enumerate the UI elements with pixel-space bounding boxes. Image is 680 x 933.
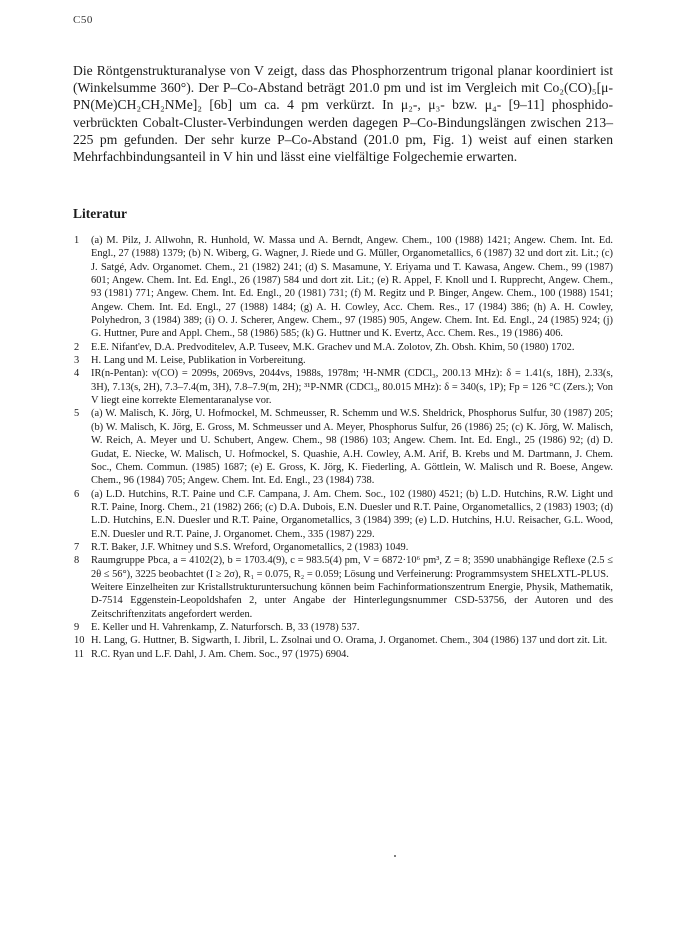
page-number: C50 (73, 14, 93, 26)
reference-number: 4 (74, 368, 80, 380)
reference-item (73, 621, 613, 634)
reference-body (91, 554, 613, 621)
reference-text: H. Lang und M. Leise, Publikation in Vorbereitung. (91, 355, 306, 367)
reference-number: 2 (74, 341, 80, 353)
reference-text: (a) W. Malisch, K. Jörg, U. Hofmockel, M. Schmeusser, R. Schemm und W.S. Sheldrick, Phosphorus Sulfur, 30 (1987) 205; (b) W. Malisch, K. Jörg, E. Gross, M. Schmeusser und A. Meyer, Phosphorus Sulfur, 26 (1986) 25; (c) K. Jörg, W. Malisch, W. Reich, A. Meyer und U. Schubert, Angew. Chem., 98 (1986) 103; Angew. Chem. Int. Ed. Engl., 25 (1986) 92; (d) D. Gudat, E. Niecke, W. Malisch, U. Hofmockel, S. Quashie, A.H. Cowley, A.M. Arif, B. Krebs und M. Dartmann, J. Chem. Soc., Chem. Commun. (1985) 1687; (e) E. Gross, K. Jörg, K. Fiederling, A. Göttlein, W. Malisch und R. Boese, Angew. Chem., 96 (1984) 705; Angew. Chem. Int. Ed. Engl., 23 (1984) 738. (91, 408, 613, 487)
reference-text: H. Lang, G. Huttner, B. Sigwarth, I. Jibril, L. Zsolnai und O. Orama, J. Organomet. Chem., 304 (1986) 137 und dort zit. Lit. (91, 635, 608, 647)
reference-item (73, 488, 613, 541)
reference-number: 10 (74, 635, 85, 647)
reference-item (73, 407, 613, 487)
reference-text: R.C. Ryan und L.F. Dahl, J. Am. Chem. Soc., 97 (1975) 6904. (91, 648, 349, 660)
reference-text: Raumgruppe Pbca, a = 4102(2), b = 1703.4(9), c = 983.5(4) pm, V = 6872·10⁶ pm³, Z = 8; 3590 unabhängige Reflexe (2.5 ≤ 2θ ≤ 56°), 3225 beobachtet (I ≥ 2σ), R₁ = 0.075, R₂ = 0.059; Lösung und Verfeinerung: Programmsystem SHELXTL-PLUS. (91, 555, 613, 580)
reference-number: 11 (74, 648, 85, 660)
reference-item (73, 541, 613, 554)
reference-list (73, 234, 613, 661)
reference-text: (a) L.D. Hutchins, R.T. Paine und C.F. Campana, J. Am. Chem. Soc., 102 (1980) 4521; (b) L.D. Hutchins, R.W. Light und R.T. Paine, Inorg. Chem., 21 (1982) 266; (c) D.A. Dubois, E.N. Duesler und R.T. Paine, Organometallics, 2 (1983) 1903; (d) L.D. Hutchins, E.N. Duesler und R.T. Paine, Organometallics, 3 (1984) 399; (e) L.D. Hutchins, H.U. Reisacher, G.L. Wood, E.N. Duesler und R.T. Paine, J. Organomet. Chem., 335 (1987) 229. (91, 488, 613, 540)
reference-text: (a) M. Pilz, J. Allwohn, R. Hunhold, W. Massa und A. Berndt, Angew. Chem., 100 (1988) 1421; Angew. Chem. Int. Ed. Engl., 27 (1988) 1379; (b) N. Wiberg, G. Wagner, J. Riede und G. Müller, Organometallics, 6 (1987) 32 und dort zit. Lit.; (c) J. Satgé, Adv. Organomet. Chem., 21 (1982) 241; (d) S. Masamune, Y. Eriyama und T. Kawasa, Angew. Chem., 99 (1987) 601; Angew. Chem. Int. Ed. Engl., 26 (1987) 584 und dort zit. Lit.; (e) R. Appel, F. Knoll und I. Rupprecht, Angew. Chem., 93 (1981) 771; Angew. Chem. Int. Ed. Engl., 20 (1981) 731; (f) M. Regitz und P. Binger, Angew. Chem., 100 (1988) 1541; Angew. Chem. Int. Ed. Engl., 27 (1988) 1484; (g) A. H. Cowley, Acc. Chem. Res., 17 (1984) 386; (h) A. H. Cowley, Polyhedron, 3 (1984) 389; (i) O. J. Scherer, Angew. Chem., 97 (1985) 905, Angew. Chem. Int. Ed. Engl., 24 (1985) 924; (j) G. Huttner, Pure and Appl. Chem., 58 (1986) 585; (k) G. Huttner und K. Evertz, Acc. Chem. Res., 19 (1986) 406. (91, 235, 613, 340)
reference-item (73, 234, 613, 341)
reference-text: IR(n-Pentan): ν(CO) = 2099s, 2069vs, 2044vs, 1988s, 1978m; ¹H-NMR (CDCl₃, 200.13 MHz): δ = 1.41(s, 18H), 2.33(s, 3H), 7.13(s, 2H), 7.3–7.4(m, 3H), 7.8–7.9(m, 2H); ³¹P-NMR (CDCl₃, 80.015 MHz): δ = 340(s, 1P); Fp = 126 °C (Zers.); Von V liegt eine korrekte Elementaranalyse vor. (91, 368, 613, 407)
reference-number: 6 (74, 488, 80, 500)
reference-number: 9 (74, 621, 80, 633)
scan-dot (394, 855, 396, 857)
reference-item (73, 354, 613, 367)
reference-number: 1 (74, 235, 80, 246)
literature-heading: Literatur (73, 206, 127, 221)
reference-item (73, 367, 613, 407)
reference-number: 5 (74, 408, 80, 420)
reference-item (73, 634, 613, 647)
reference-text: E. Keller und H. Vahrenkamp, Z. Naturforsch. B, 33 (1978) 537. (91, 621, 360, 633)
reference-item (73, 648, 613, 661)
reference-text: E.E. Nifant'ev, D.A. Predvoditelev, A.P. Tuseev, M.K. Grachev und M.A. Zolotov, Zh. Obsh. Khim, 50 (1980) 1702. (91, 341, 575, 353)
body-paragraph: Die Röntgenstrukturanalyse von V zeigt, dass das Phosphorzentrum trigonal planar koordiniert ist (Winkelsumme 360°). Der P–Co-Abstand beträgt 201.0 pm und ist im Vergleich mit Co₂(CO)₅[μ-PN(Me)CH₂CH₂NMe]₂ [6b] um ca. 4 pm verkürzt. In μ₂-, μ₃- bzw. μ₄- [9–11] phosphido-verbrückten Cobalt-Cluster-Verbindungen werden dagegen P–Co-Bindungslängen zwischen 213–225 pm gefunden. Der sehr kurze P–Co-Abstand (201.0 pm, Fig. 1) weist auf einen starken Mehrfachbindungsanteil in V hin und lässt eine vielfältige Folgechemie erwarten. (73, 63, 613, 165)
reference-text: R.T. Baker, J.F. Whitney und S.S. Wreford, Organometallics, 2 (1983) 1049. (91, 541, 409, 553)
reference-item (73, 341, 613, 354)
reference-number: 7 (74, 541, 80, 553)
reference-number: 3 (74, 355, 80, 367)
reference-item (73, 554, 613, 621)
reference-number: 8 (74, 555, 80, 567)
reference-note: Weitere Einzelheiten zur Kristallstrukturuntersuchung können beim Fachinformationszentrum Energie, Physik, Mathematik, D-7514 Eggenstein-Leopoldshafen 2, unter Angabe der Hinterlegungsnummer CSD-53756, der Autoren und des Zeitschriftenzitats angefordert werden. (91, 581, 613, 620)
